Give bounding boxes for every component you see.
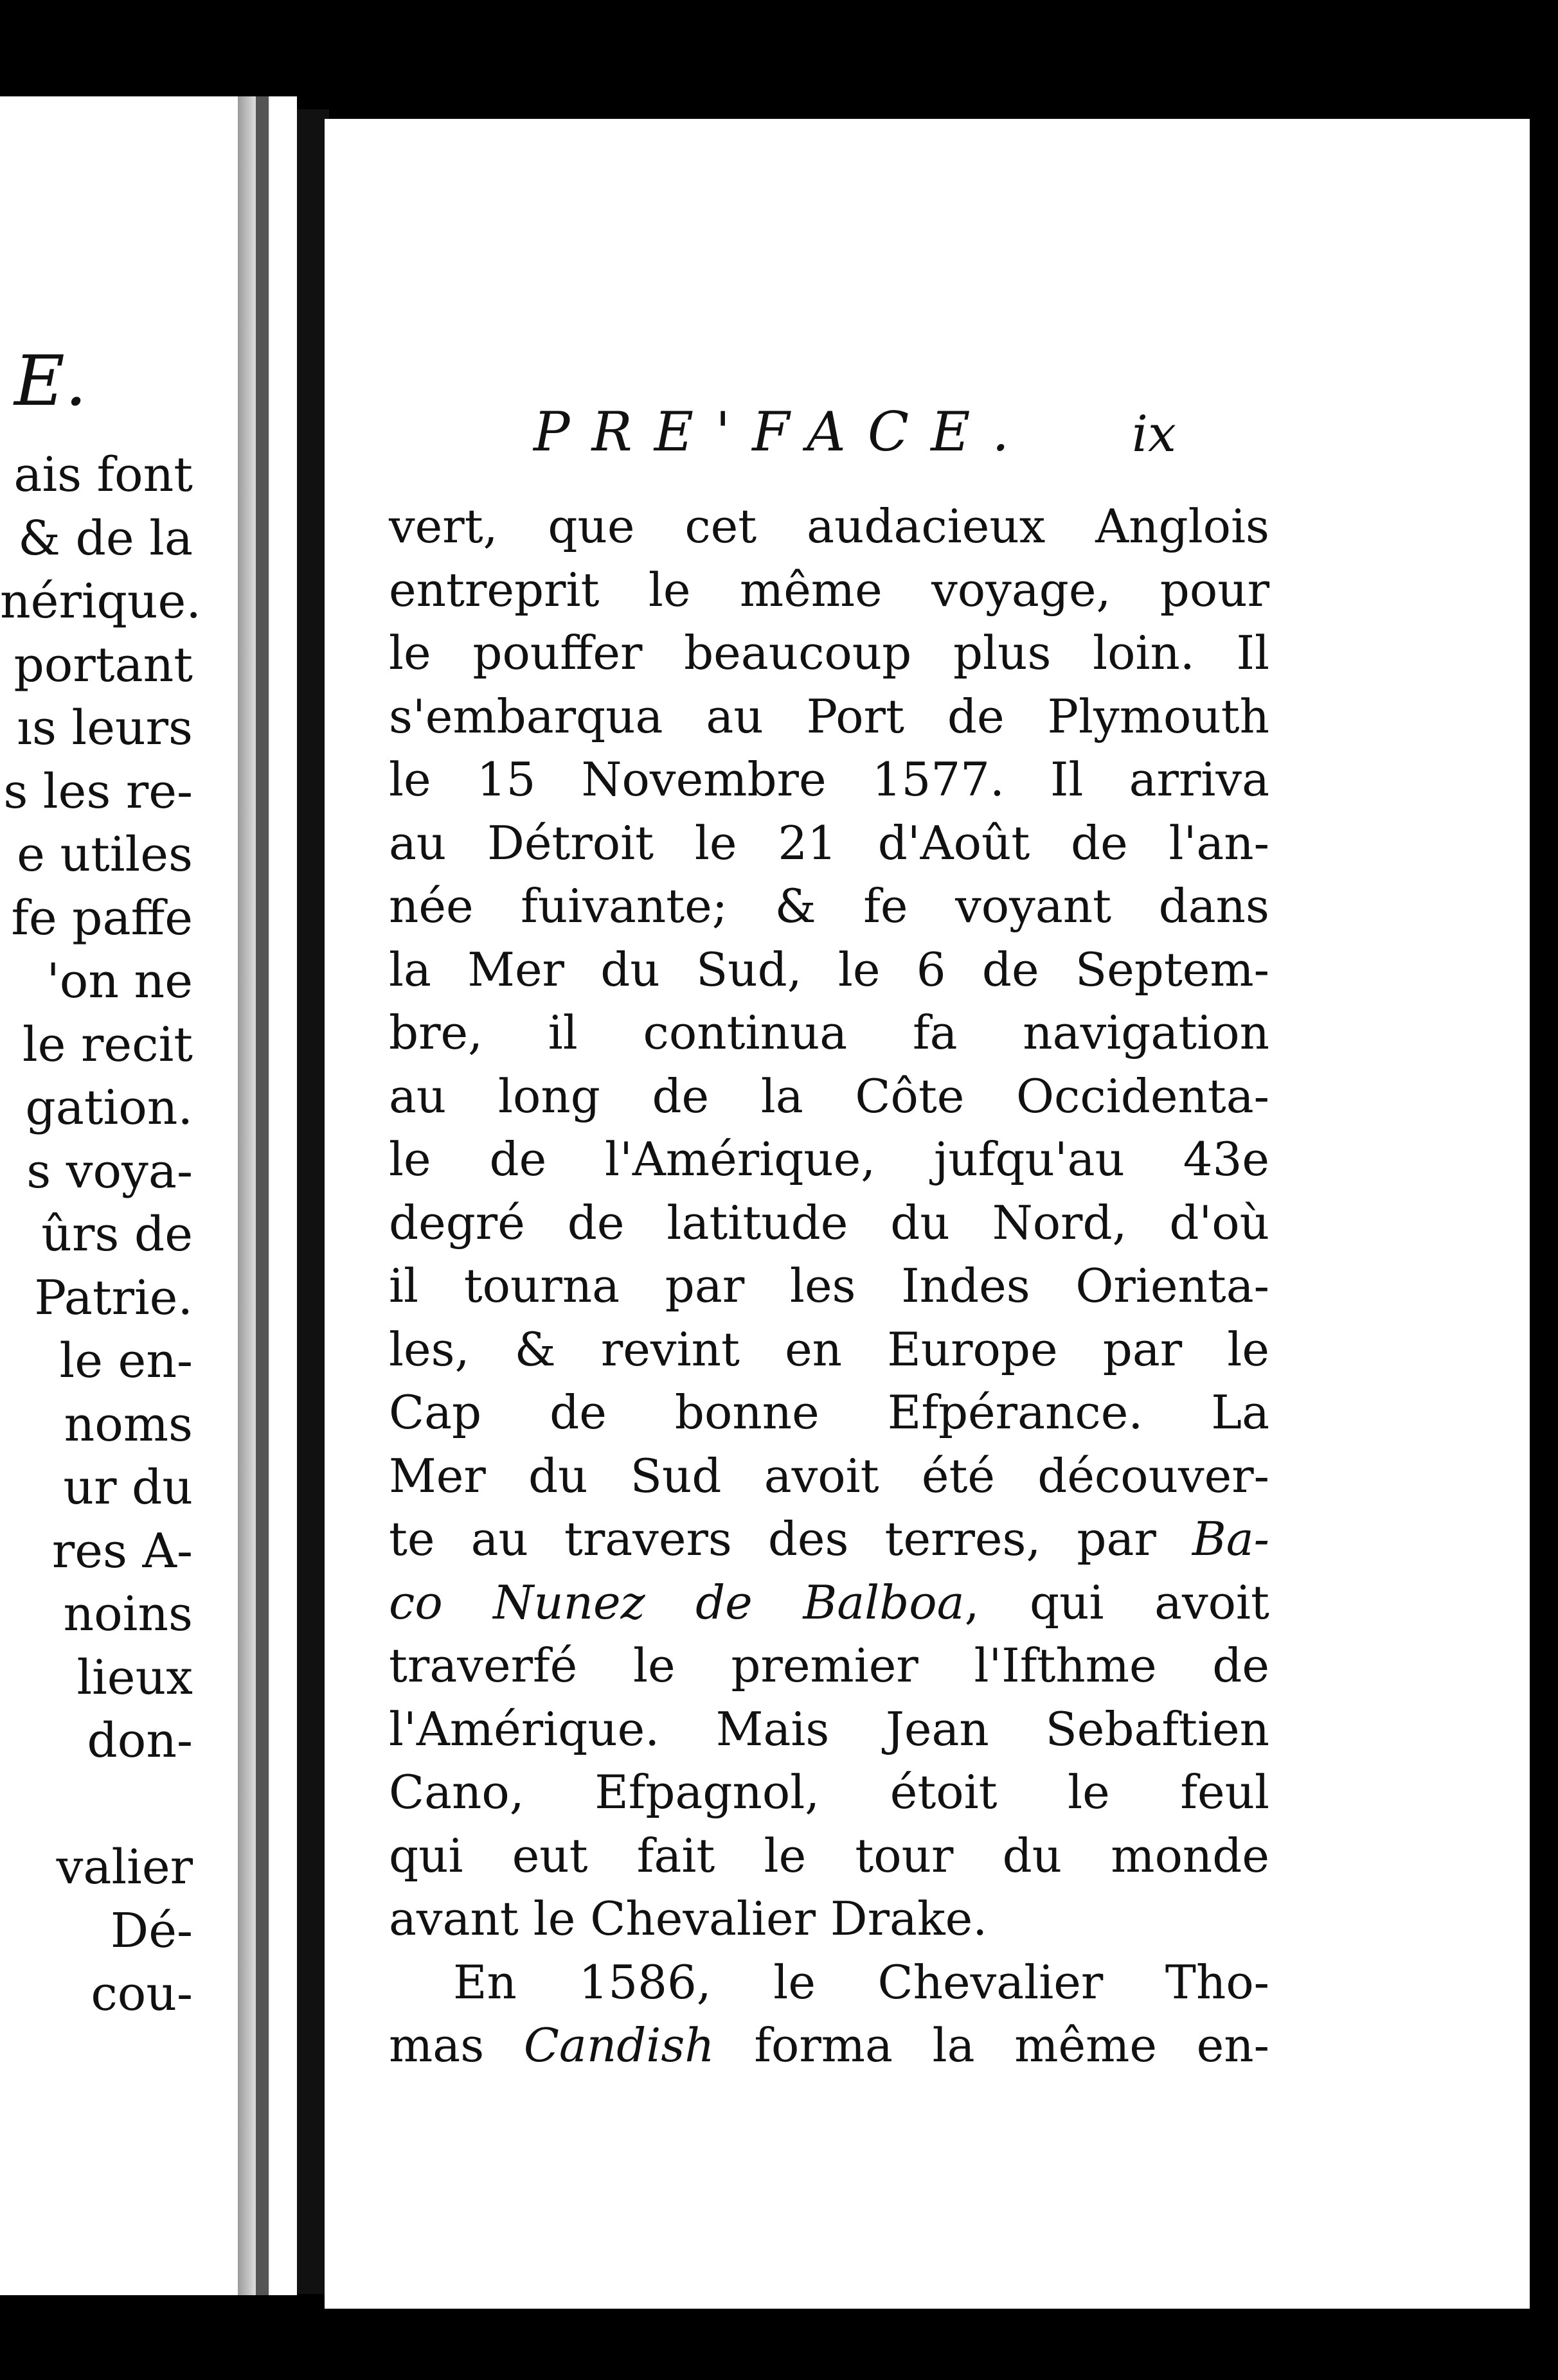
left-text-line: ais font bbox=[13, 447, 193, 502]
text-line bbox=[389, 812, 1269, 875]
text-line bbox=[389, 1381, 1269, 1444]
left-text-line: valier bbox=[56, 1840, 193, 1895]
left-text-line: s les re- bbox=[3, 763, 193, 819]
text-line bbox=[389, 1951, 1269, 2014]
text-line bbox=[389, 1001, 1269, 1065]
text-line bbox=[389, 748, 1269, 812]
text-line bbox=[389, 938, 1269, 1002]
text-segment: le pouffer beaucoup plus loin. Il bbox=[389, 626, 1269, 680]
text-line bbox=[389, 1824, 1269, 1888]
italic-text: Ba- bbox=[1192, 1512, 1269, 1566]
text-line bbox=[389, 621, 1269, 685]
text-segment: degré de latitude du Nord, d'où bbox=[389, 1195, 1269, 1250]
text-segment: Cano, Efpagnol, étoit le feul bbox=[389, 1765, 1269, 1819]
left-text-line: nérique. bbox=[0, 574, 201, 629]
left-text-line: lieux bbox=[76, 1649, 193, 1705]
text-line bbox=[389, 1571, 1269, 1635]
text-segment: Cap de bonne Efpérance. La bbox=[389, 1385, 1269, 1439]
left-text-line bbox=[0, 1773, 193, 1836]
text-segment: avant le Chevalier Drake. bbox=[389, 1892, 988, 1946]
text-line bbox=[389, 1191, 1269, 1255]
text-line bbox=[389, 1065, 1269, 1128]
italic-text: co Nunez de Balboa bbox=[389, 1575, 965, 1630]
body-text bbox=[389, 495, 1269, 2077]
text-segment: vert, que cet audacieux Anglois bbox=[389, 499, 1269, 553]
text-segment: qui eut fait le tour du monde bbox=[389, 1828, 1269, 1883]
text-segment: Mer du Sud avoit été découver- bbox=[389, 1448, 1269, 1503]
left-text-line: gation. bbox=[25, 1080, 193, 1135]
text-line bbox=[389, 685, 1269, 749]
text-segment: mas bbox=[389, 2018, 524, 2072]
left-text-line: noins bbox=[63, 1586, 193, 1642]
text-line bbox=[389, 1128, 1269, 1191]
text-segment: il tourna par les Indes Orienta- bbox=[389, 1259, 1269, 1313]
text-line bbox=[389, 875, 1269, 938]
text-line bbox=[389, 1698, 1269, 1761]
left-text-line: fe paffe bbox=[11, 890, 193, 946]
text-line bbox=[389, 558, 1269, 622]
left-text-line: 'on ne bbox=[46, 954, 193, 1009]
text-line bbox=[389, 1887, 1269, 1951]
left-page-running-head-fragment: E. bbox=[14, 341, 87, 422]
text-line bbox=[389, 1254, 1269, 1318]
text-segment: l'Amérique. Mais Jean Sebaftien bbox=[389, 1701, 1269, 1756]
gutter-shadow bbox=[256, 96, 269, 2295]
left-text-line: don- bbox=[87, 1713, 193, 1768]
text-line bbox=[389, 1507, 1269, 1571]
left-text-line: noms bbox=[64, 1396, 193, 1452]
left-text-line: le recit bbox=[22, 1017, 193, 1072]
text-segment: entreprit le même voyage, pour bbox=[389, 562, 1269, 617]
page-number: ix bbox=[1132, 405, 1176, 463]
left-page-text-fragments bbox=[0, 443, 201, 2026]
right-page bbox=[325, 119, 1530, 2309]
running-head: PRE'FACE. bbox=[533, 400, 1032, 463]
text-segment: En 1586, le Chevalier Tho- bbox=[453, 1955, 1269, 2009]
left-text-line: ûrs de bbox=[41, 1207, 193, 1262]
text-segment: le 15 Novembre 1577. Il arriva bbox=[389, 752, 1269, 806]
text-line bbox=[389, 2014, 1269, 2077]
left-text-line: portant bbox=[13, 637, 193, 693]
italic-text: Candish bbox=[523, 2018, 715, 2072]
left-text-line: ıs leurs bbox=[17, 700, 193, 756]
text-line bbox=[389, 1634, 1269, 1698]
text-segment: s'embarqua au Port de Plymouth bbox=[389, 689, 1269, 743]
left-text-line: res A- bbox=[51, 1523, 193, 1579]
left-text-line: ur du bbox=[63, 1460, 193, 1515]
left-text-line: e utiles bbox=[17, 827, 193, 882]
text-segment: au long de la Côte Occidenta- bbox=[389, 1069, 1269, 1123]
text-segment: la Mer du Sud, le 6 de Septem- bbox=[389, 942, 1269, 997]
text-line bbox=[389, 1318, 1269, 1381]
left-text-line: & de la bbox=[18, 510, 193, 566]
left-text-line: Dé- bbox=[110, 1903, 193, 1958]
text-line bbox=[389, 1444, 1269, 1508]
text-segment: née fuivante; & fe voyant dans bbox=[389, 879, 1269, 933]
text-segment: au Détroit le 21 d'Août de l'an- bbox=[389, 815, 1269, 870]
left-text-line: cou- bbox=[91, 1966, 193, 2021]
text-segment: le de l'Amérique, jufqu'au 43e bbox=[389, 1132, 1269, 1186]
text-segment: traverfé le premier l'Ifthme de bbox=[389, 1638, 1269, 1692]
text-segment: te au travers des terres, par bbox=[389, 1512, 1192, 1566]
text-segment: forma la même en- bbox=[714, 2018, 1269, 2072]
text-segment: bre, il continua fa navigation bbox=[389, 1006, 1269, 1060]
text-segment: , qui avoit bbox=[964, 1575, 1269, 1630]
text-line bbox=[389, 495, 1269, 558]
left-text-line: le en- bbox=[59, 1333, 193, 1389]
text-line bbox=[389, 1761, 1269, 1824]
left-text-line: s voya- bbox=[26, 1143, 193, 1199]
left-text-line: Patrie. bbox=[34, 1270, 193, 1326]
text-segment: les, & revint en Europe par le bbox=[389, 1322, 1269, 1376]
